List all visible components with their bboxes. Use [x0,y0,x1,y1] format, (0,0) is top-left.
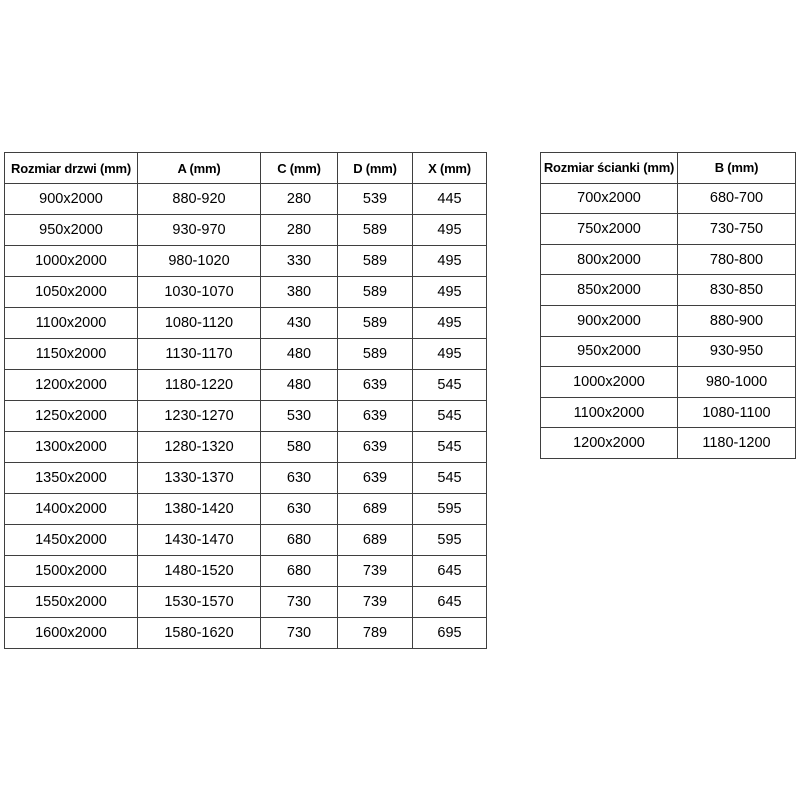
table-cell: 580 [261,432,338,463]
table-cell: 630 [261,494,338,525]
table-cell: 730 [261,618,338,649]
table-cell: 695 [413,618,487,649]
table-cell: 1180-1220 [138,370,261,401]
table-cell: 589 [338,308,413,339]
table-row [5,587,487,618]
table-row [5,246,487,277]
table-cell: 545 [413,370,487,401]
table-cell: 700x2000 [541,183,678,214]
table-cell: 1500x2000 [5,556,138,587]
table-cell: 980-1020 [138,246,261,277]
table-row [541,397,796,428]
table-cell: 1450x2000 [5,525,138,556]
table-cell: 595 [413,525,487,556]
table-row [541,367,796,398]
table-cell: 730-750 [678,214,796,245]
table-cell: 589 [338,339,413,370]
column-header: D (mm) [338,153,413,184]
table-cell: 430 [261,308,338,339]
table-cell: 1000x2000 [541,367,678,398]
table-cell: 595 [413,494,487,525]
table-cell: 1000x2000 [5,246,138,277]
table-cell: 639 [338,401,413,432]
table-cell: 1080-1120 [138,308,261,339]
table-cell: 545 [413,463,487,494]
table-cell: 645 [413,587,487,618]
table-cell: 330 [261,246,338,277]
table-cell: 1200x2000 [5,370,138,401]
table-cell: 645 [413,556,487,587]
table-cell: 1150x2000 [5,339,138,370]
table-row [541,428,796,459]
header-row [541,153,796,184]
table-cell: 380 [261,277,338,308]
table-cell: 850x2000 [541,275,678,306]
table-cell: 1250x2000 [5,401,138,432]
table-cell: 930-970 [138,215,261,246]
table-row [5,339,487,370]
table-cell: 780-800 [678,244,796,275]
table-cell: 930-950 [678,336,796,367]
table-cell: 545 [413,432,487,463]
table-row [5,184,487,215]
table-row [541,275,796,306]
table-cell: 495 [413,215,487,246]
table-cell: 680 [261,556,338,587]
table-cell: 950x2000 [541,336,678,367]
table-row [5,556,487,587]
table-row [541,305,796,336]
table-row [5,401,487,432]
table-row [541,244,796,275]
table-cell: 750x2000 [541,214,678,245]
table-row [5,370,487,401]
table-cell: 1430-1470 [138,525,261,556]
table-cell: 589 [338,246,413,277]
table-cell: 1230-1270 [138,401,261,432]
table-cell: 830-850 [678,275,796,306]
door-size-table [4,152,487,649]
table-cell: 445 [413,184,487,215]
table-cell: 589 [338,277,413,308]
table-cell: 1030-1070 [138,277,261,308]
table-cell: 1130-1170 [138,339,261,370]
table-cell: 1080-1100 [678,397,796,428]
table-cell: 1330-1370 [138,463,261,494]
table-cell: 630 [261,463,338,494]
table-cell: 639 [338,370,413,401]
column-header: B (mm) [678,153,796,184]
table-row [5,308,487,339]
table-cell: 1300x2000 [5,432,138,463]
table-row [5,618,487,649]
table-cell: 280 [261,184,338,215]
table-cell: 495 [413,339,487,370]
table-row [541,336,796,367]
table-cell: 689 [338,525,413,556]
table-cell: 480 [261,339,338,370]
table-cell: 680-700 [678,183,796,214]
table-cell: 1550x2000 [5,587,138,618]
table-row [541,183,796,214]
table-cell: 1480-1520 [138,556,261,587]
table-cell: 1050x2000 [5,277,138,308]
table-cell: 1600x2000 [5,618,138,649]
table-cell: 739 [338,587,413,618]
table-cell: 639 [338,432,413,463]
table-cell: 589 [338,215,413,246]
table-cell: 789 [338,618,413,649]
table-cell: 495 [413,308,487,339]
table-row [5,277,487,308]
table-cell: 539 [338,184,413,215]
table-cell: 1180-1200 [678,428,796,459]
table-cell: 495 [413,277,487,308]
table-row [5,525,487,556]
table-cell: 739 [338,556,413,587]
table-cell: 880-900 [678,305,796,336]
table-cell: 880-920 [138,184,261,215]
table-cell: 689 [338,494,413,525]
table-cell: 980-1000 [678,367,796,398]
table-row [5,215,487,246]
table-cell: 1100x2000 [541,397,678,428]
table-cell: 280 [261,215,338,246]
column-header: A (mm) [138,153,261,184]
table-row [541,214,796,245]
table-row [5,463,487,494]
table-cell: 730 [261,587,338,618]
table-cell: 900x2000 [5,184,138,215]
table-cell: 1350x2000 [5,463,138,494]
table-cell: 495 [413,246,487,277]
table-cell: 545 [413,401,487,432]
column-header: Rozmiar drzwi (mm) [5,153,138,184]
table-cell: 639 [338,463,413,494]
column-header: X (mm) [413,153,487,184]
table-cell: 900x2000 [541,305,678,336]
table-cell: 1380-1420 [138,494,261,525]
table-row [5,432,487,463]
table-cell: 950x2000 [5,215,138,246]
column-header: C (mm) [261,153,338,184]
table-cell: 1400x2000 [5,494,138,525]
table-row [5,494,487,525]
table-cell: 1280-1320 [138,432,261,463]
table-cell: 530 [261,401,338,432]
column-header: Rozmiar ścianki (mm) [541,153,678,184]
table-cell: 800x2000 [541,244,678,275]
table-cell: 1200x2000 [541,428,678,459]
wall-panel-size-table [540,152,796,459]
table-cell: 1580-1620 [138,618,261,649]
header-row [5,153,487,184]
table-cell: 480 [261,370,338,401]
table-cell: 680 [261,525,338,556]
table-cell: 1100x2000 [5,308,138,339]
table-cell: 1530-1570 [138,587,261,618]
